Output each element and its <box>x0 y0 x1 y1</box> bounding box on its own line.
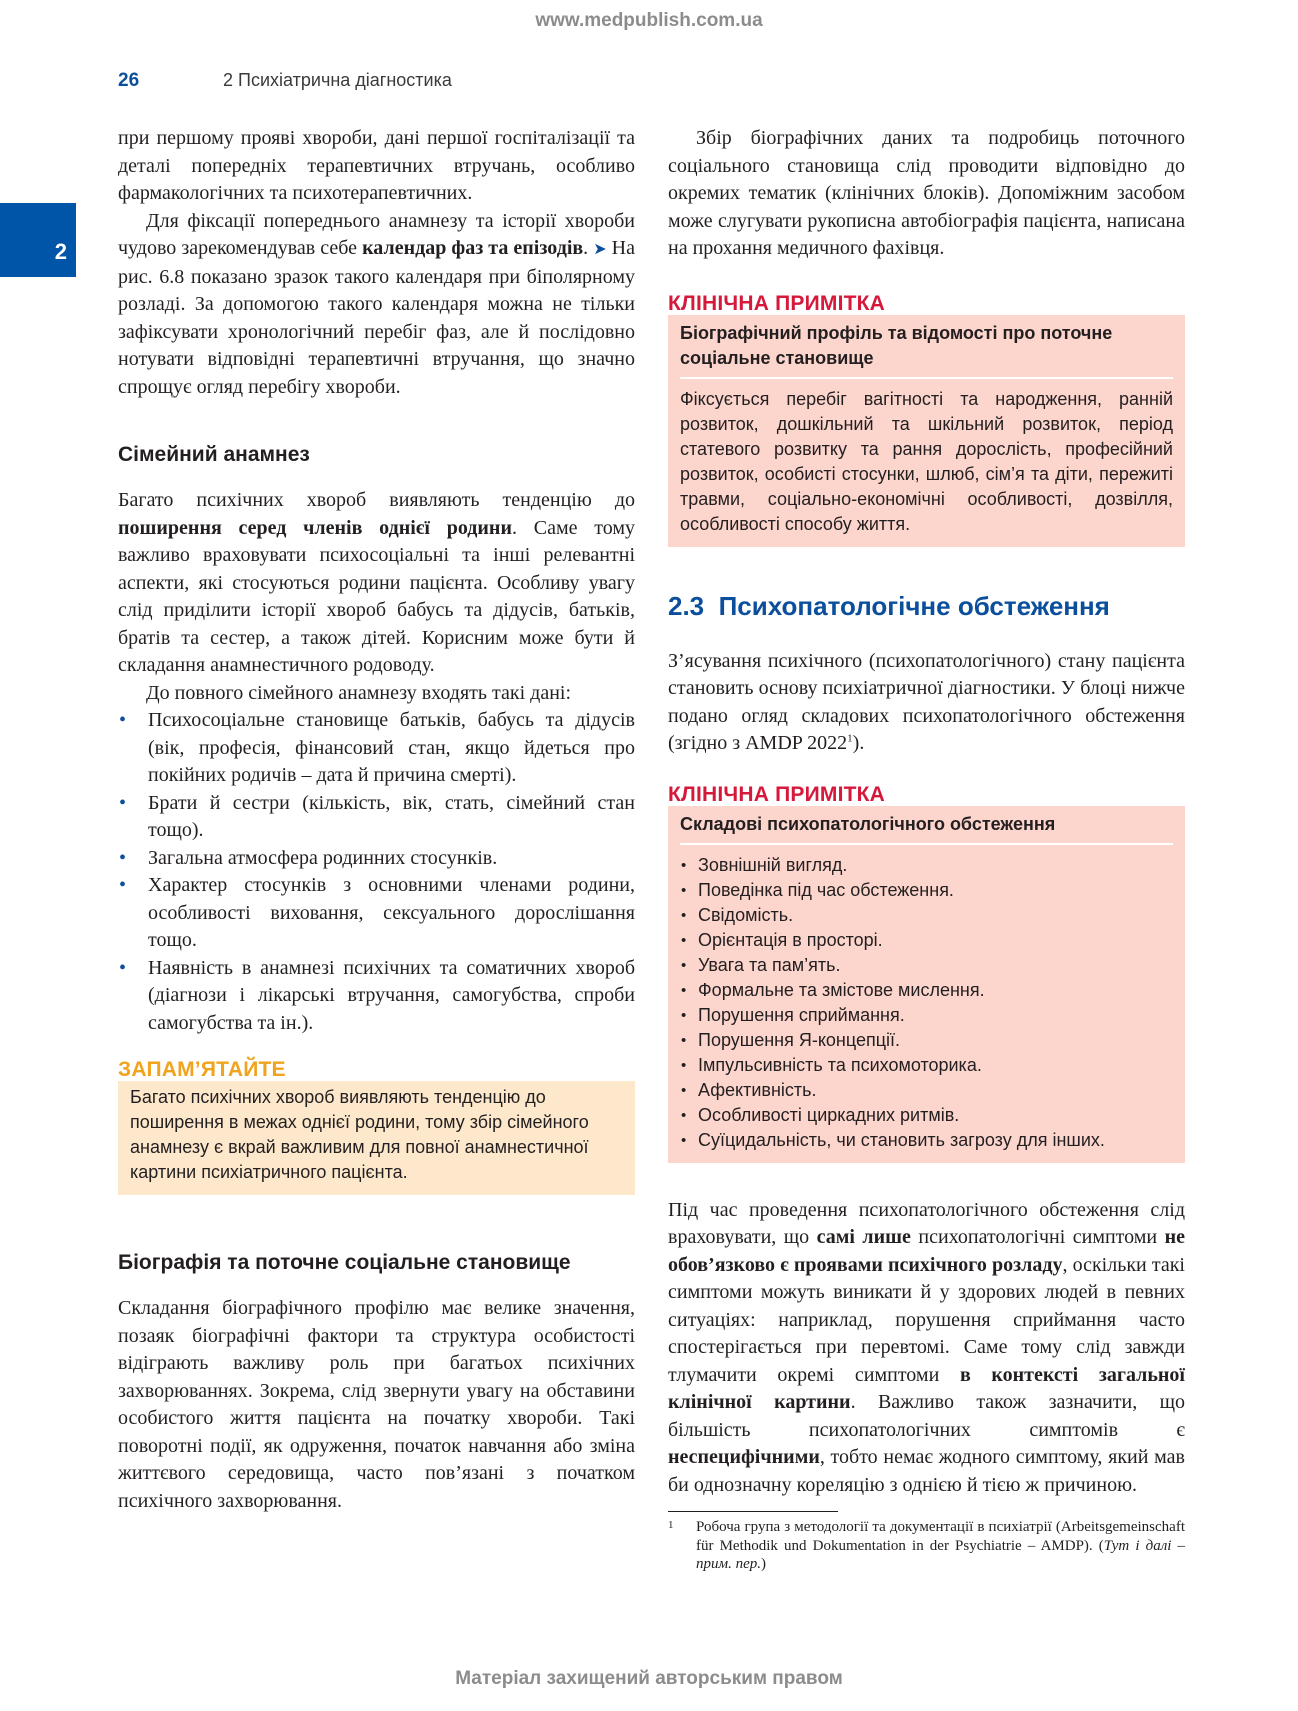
clinical-note-title: Біографічний профіль та відомості про поточне соціальне становище <box>680 321 1173 379</box>
paragraph: Для фіксації попереднього анамнезу та історії хвороби чудово зарекомендував себе календар фаз та епізодів. ➤ На рис. 6.8 показано зразок такого календаря при біполярному розладі. За допомогою такого календаря можна не тільки зафіксувати хронологічний перебіг фаз, але й послідовно нотувати відповідні терапевтичні втручання, що значно спрощує огляд перебігу хвороби. <box>118 209 635 398</box>
right-column <box>668 125 1185 1574</box>
chapter-tab-number: 2 <box>54 239 67 264</box>
bold-term: календар фаз та епізодів <box>362 237 584 259</box>
section-heading <box>668 591 1185 622</box>
list-item: • Увага та пам’ять. <box>680 953 1173 978</box>
list-item: • Особливості циркадних ритмів. <box>680 1103 1173 1128</box>
bold-term: поширення серед членів однієї родини <box>118 516 512 539</box>
list-item: • Орієнтація в просторі. <box>680 928 1173 953</box>
list-item: • Брати й сестри (кількість, вік, стать, сімейний стан тощо). <box>118 790 635 845</box>
paragraph: Багато психічних хвороб виявляють тенденцію до поширення серед членів однієї родини. Саме тому важливо враховувати психосоціальні та інші релевантні аспекти, які стосуються родини пацієнта. Особливу увагу слід приділити історії хвороб бабусь та дідусів, батьків, братів та сестер, а також дітей. Корисним може бути й складання анамнестичного родоводу. <box>118 489 635 676</box>
list-item: • Порушення сприймання. <box>680 1003 1173 1028</box>
paragraph: при першому прояві хвороби, дані першої госпіталізації та деталі попередніх терапевтичних втручань, особливо фармакологічних та психотерапевтичних. <box>118 127 635 204</box>
remember-text: Багато психічних хвороб виявляють тенденцію до поширення в межах однієї родини, тому збір сімейного анамнезу є вкрай важливим для повної анамнестичної картини психіатричного пацієнта. <box>130 1087 589 1182</box>
clinical-note-biography <box>668 293 1185 547</box>
paragraph: До повного сімейного анамнезу входять такі дані: <box>146 681 572 704</box>
section-title: Психопатологічне обстеження <box>718 590 1110 621</box>
bold-term: в контексті загальної клінічної картини <box>668 1363 1185 1413</box>
clinical-note-label: КЛІНІЧНА ПРИМІТКА <box>668 782 886 806</box>
list-item: • Порушення Я-концепції. <box>680 1028 1173 1053</box>
clinical-note-text: Фіксується перебіг вагітності та народження, ранній розвиток, дошкільний та шкільний розвиток, період статевого розвитку та рання дорослість, професійний розвиток, особисті стосунки, шлюб, сім’я та діти, пережиті травми, соціально-економічні особливості, дозвілля, особливості способу життя. <box>680 388 1173 534</box>
clinical-note-box <box>668 315 1185 547</box>
paragraph: Збір біографічних даних та подробиць поточного соціального становища слід проводити відповідно до окремих тематик (клінічних блоків). Допоміжним засобом може слугувати рукописна автобіографія пацієнта, написана на прохання медичного фахівця. <box>668 127 1185 259</box>
chapter-tab <box>0 203 76 277</box>
chapter-title: 2 Психіатрична діагностика <box>223 70 452 90</box>
subheading-biography: Біографія та поточне соціальне становище <box>118 1251 571 1274</box>
list-item: • Наявність в анамнезі психічних та соматичних хвороб (діагнози і лікарські втручання, самогубства, спроби самогубства та ін.). <box>118 955 635 1038</box>
bold-term: самі лише <box>816 1226 911 1248</box>
footnote: 1 Робоча група з методології та документації в психіатрії (Arbeitsgemeinschaft für Methodik und Dokumentation in der Psychiatrie – AMDP). (Тут і далі – прим. пер.) <box>668 1518 1185 1574</box>
subheading-family-history: Сімейний анамнез <box>118 443 310 466</box>
list-item: • Афективність. <box>680 1078 1173 1103</box>
clinical-note-label: КЛІНІЧНА ПРИМІТКА <box>668 291 886 315</box>
paragraph: З’ясування психічного (психопатологічного) стану пацієнта становить основу психіатричної діагностики. У блоці нижче подано огляд складових психопатологічного обстеження (згідно з AMDP 2022$^1$). <box>668 649 1185 754</box>
watermark-url: www.medpublish.com.ua <box>535 10 763 31</box>
running-head <box>118 70 452 92</box>
page-number: 26 <box>118 70 140 91</box>
list-item: • Характер стосунків з основними членами родини, особливості виховання, сексуального дорослішання тощо. <box>118 872 635 955</box>
remember-box <box>118 1081 635 1195</box>
section-number: 2.3 <box>668 590 705 621</box>
clinical-note-title: Складові психопатологічного обстеження <box>680 812 1173 845</box>
bold-term: не обов’язково є проявами психічного розладу <box>668 1226 1186 1276</box>
list-item: • Імпульсивність та психомоторика. <box>680 1053 1173 1078</box>
paragraph: Під час проведення психопатологічного обстеження слід враховувати, що самі лише психопатологічні симптоми не обов’язково є проявами психічного розладу, оскільки такі симптоми можуть виникати й у здорових людей в певних ситуаціях: наприклад, порушення сприймання часто спостерігається при перевтомі. Саме тому слід завжди тлумачити окремі симптоми в контексті загальної клінічної картини. Важливо також зазначити, що більшість психопатологічних симптомів є неспецифічними, тобто немає жодного симптому, який мав би однозначну кореляцію з однією й тією ж причиною. <box>668 1198 1186 1496</box>
left-column <box>118 125 635 1515</box>
list-item: • Зовнішній вигляд. <box>680 853 1173 878</box>
clinical-note-exam-components <box>668 784 1185 1163</box>
watermark-copyright: Матеріал захищений авторським правом <box>455 1668 843 1689</box>
exam-components-list <box>680 853 1173 1153</box>
footnote-divider <box>668 1511 838 1512</box>
bold-term: неспецифічними <box>668 1446 820 1468</box>
family-history-list <box>118 707 635 1037</box>
footnote-reference[interactable]: 1 <box>847 732 853 745</box>
remember-callout <box>118 1059 635 1195</box>
list-item: • Свідомість. <box>680 903 1173 928</box>
paragraph: Складання біографічного профілю має велике значення, позаяк біографічні фактори та структура особистості відіграють важливу роль при багатьох психічних захворюваннях. Зокрема, слід звернути увагу на обставини особистого життя пацієнта на початку хвороби. Такі поворотні події, як одруження, початок навчання або зміна життєвого середовища, часто пов’язані з початком психічного захворювання. <box>118 1297 635 1512</box>
list-item: • Формальне та змістове мислення. <box>680 978 1173 1003</box>
list-item: • Поведінка під час обстеження. <box>680 878 1173 903</box>
list-item: • Психосоціальне становище батьків, бабусь та дідусів (вік, професія, фінансовий стан, якщо йдеться про покійних родичів – дата й причина смерті). <box>118 707 635 790</box>
cross-reference-arrow-icon[interactable]: ➤ <box>593 241 607 258</box>
footnote-number: 1 <box>668 1519 674 1531</box>
list-item: • Суїцидальність, чи становить загрозу для інших. <box>680 1128 1173 1153</box>
list-item: • Загальна атмосфера родинних стосунків. <box>118 845 635 873</box>
clinical-note-box <box>668 806 1185 1163</box>
remember-label: ЗАПАМ’ЯТАЙТЕ <box>118 1058 286 1081</box>
